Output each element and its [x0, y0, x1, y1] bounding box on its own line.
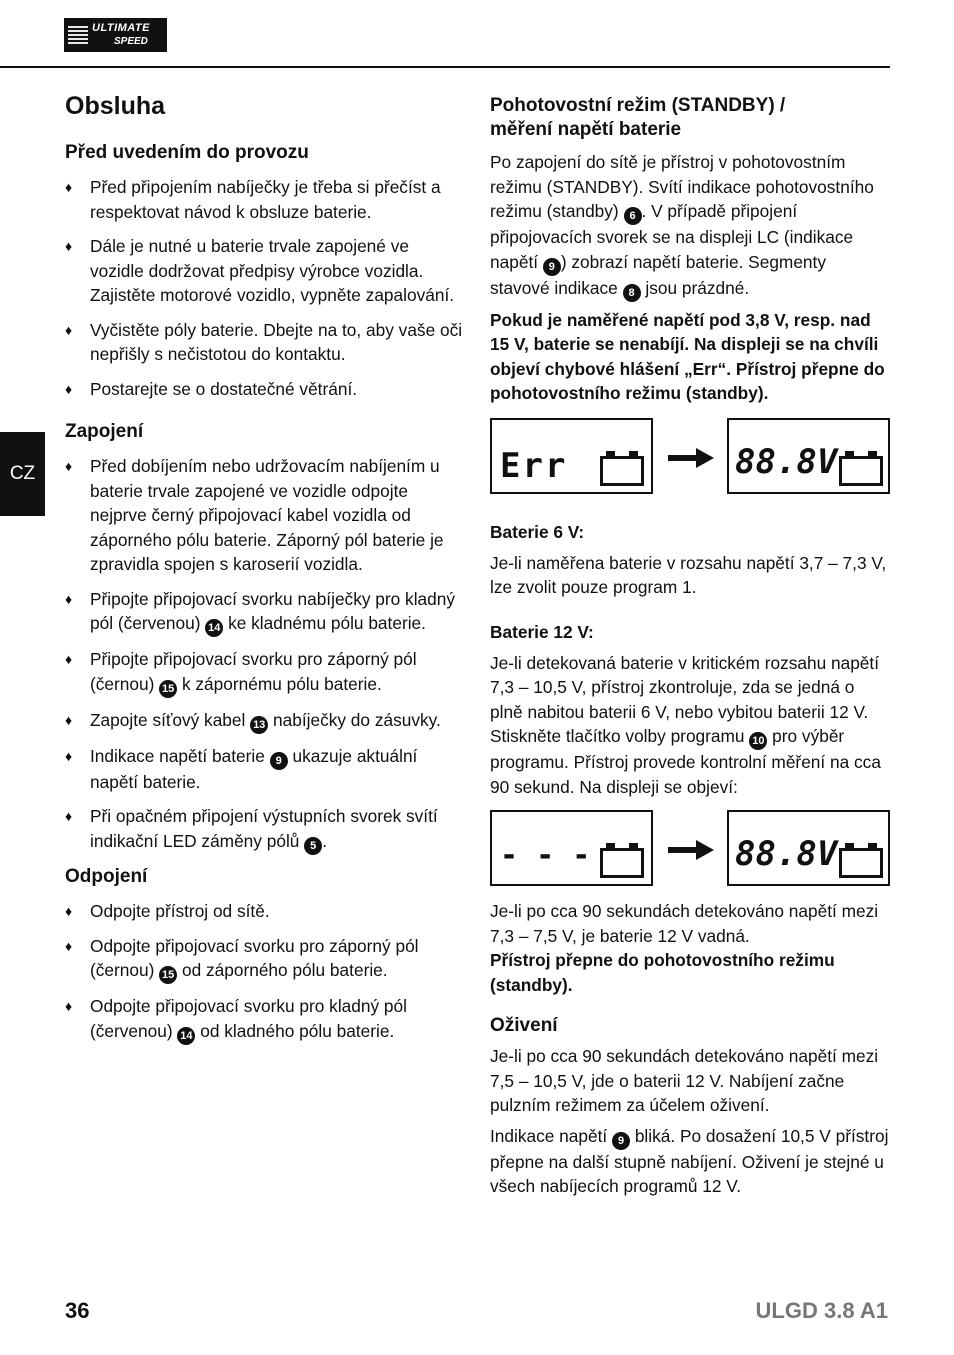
- callout-number: 15: [159, 966, 177, 984]
- disconnect-list: [65, 899, 465, 1045]
- section-after-measure: [490, 899, 890, 997]
- brand-logo: [64, 18, 167, 52]
- revive-text-2: Indikace napětí 9 bliká. Po dosažení 10,5 V přístroj přepne na další stupně nabíjení. Oživení je stejné u všech nabíjecích programů 12 V.: [490, 1125, 889, 1196]
- lcd-text: 88.8V: [735, 834, 838, 874]
- subheading: Baterie 12 V:: [490, 622, 594, 642]
- list-item: ♦ Dále je nutné u baterie trvale zapojené ve vozidle dodržovat předpisy výrobce vozidla. Zajistěte motorové vozidlo, vypněte zapalování.: [65, 234, 465, 308]
- list-item: ♦ Vyčistěte póly baterie. Dbejte na to, aby vaše oči nepřišly s nečistotou do kontaktu.: [65, 318, 465, 367]
- section-standby: [490, 94, 890, 406]
- callout-number: 15: [159, 680, 177, 698]
- battery-6v-text: Je-li naměřena baterie v rozsahu napětí 3,7 – 7,3 V, lze zvolit pouze program 1.: [490, 552, 887, 597]
- list-item: ♦ Před připojením nabíječky je třeba si přečíst a respektovat návod k obsluze baterie.: [65, 175, 465, 224]
- callout-number: 14: [205, 619, 223, 637]
- section-revive: [490, 1014, 890, 1199]
- header-rule: [0, 66, 890, 68]
- lcd-text: Err: [500, 446, 568, 486]
- battery-icon: [839, 848, 883, 878]
- connect-list: [65, 454, 465, 855]
- battery-icon: [600, 456, 644, 486]
- list-item: ♦ Před dobíjením nebo udržovacím nabíjením u baterie trvale zapojené ve vozidle odpojte nejprve černý připojovací kabel vozidla od záporného pólu baterie. Záporný pól baterie je zpravidla spojen s karoserií vozidla.: [65, 454, 465, 577]
- logo-stripes: [68, 24, 88, 46]
- section-connect: [65, 420, 465, 865]
- logo-line2: SPEED: [114, 36, 148, 47]
- lcd-display-dashes: [490, 810, 653, 886]
- list-item: ♦ Připojte připojovací svorku nabíječky pro kladný pól (červenou) 14 ke kladnému pólu baterie.: [65, 587, 465, 638]
- callout-number: 14: [177, 1027, 195, 1045]
- list-item: ♦ Odpojte připojovací svorku pro záporný pól (černou) 15 od záporného pólu baterie.: [65, 934, 465, 985]
- logo-line1: ULTIMATE: [92, 22, 150, 34]
- lcd-display-voltage: [727, 810, 890, 886]
- section-heading: Zapojení: [65, 421, 144, 442]
- language-tab: CZ: [0, 432, 45, 516]
- page-title: Obsluha: [65, 92, 166, 120]
- section-disconnect: [65, 865, 465, 1055]
- battery-icon: [600, 848, 644, 878]
- callout-number: 13: [250, 716, 268, 734]
- section-heading: Pohotovostní režim (STANDBY) / měření napětí baterie: [490, 95, 786, 140]
- callout-number: 8: [623, 284, 641, 302]
- lcd-text: - - -: [500, 838, 591, 873]
- list-item: ♦ Odpojte přístroj od sítě.: [65, 899, 465, 924]
- lcd-display-voltage: [727, 418, 890, 494]
- after-text: Je-li po cca 90 sekundách detekováno napětí mezi 7,3 – 7,5 V, je baterie 12 V vadná.: [490, 901, 879, 946]
- model-number: ULGD 3.8 A1: [755, 1298, 888, 1323]
- lcd-text: 88.8V: [735, 442, 838, 482]
- section-battery-12v: [490, 620, 890, 799]
- section-heading: Oživení: [490, 1015, 558, 1036]
- standby-warning: Pokud je naměřené napětí pod 3,8 V, resp. nad 15 V, baterie se nenabíjí. Na displeji se na chvíli objeví chybové hlášení „Err“. Přístroj přepne do pohotovostního režimu (standby).: [490, 309, 885, 403]
- after-note: Přístroj přepne do pohotovostního režimu (standby).: [490, 950, 835, 995]
- list-item: ♦ Postarejte se o dostatečné větrání.: [65, 377, 465, 402]
- callout-number: 9: [543, 258, 561, 276]
- list-item: ♦ Připojte připojovací svorku pro záporný pól (černou) 15 k zápornému pólu baterie.: [65, 647, 465, 698]
- section-heading: Odpojení: [65, 866, 148, 887]
- section-heading: Před uvedením do provozu: [65, 142, 309, 163]
- arrow-right-icon: [668, 446, 714, 470]
- callout-number: 9: [612, 1132, 630, 1150]
- battery-icon: [839, 456, 883, 486]
- list-item: ♦ Indikace napětí baterie 9 ukazuje aktuální napětí baterie.: [65, 744, 465, 795]
- page-number: 36: [65, 1298, 90, 1323]
- battery-12v-text: Je-li detekovaná baterie v kritickém rozsahu napětí 7,3 – 10,5 V, přístroj zkontroluje, zda se jedná o plně nabitou baterii 6 V, nebo vybitou baterii 12 V. Stiskněte tlačítko volby programu 10 pro výběr programu. Přístroj provede kontrolní měření na cca 90 sekund. Na displeji se objeví:: [490, 652, 881, 797]
- standby-text: Po zapojení do sítě je přístroj v pohotovostním režimu (STANDBY). Svítí indikace pohotovostního režimu (standby) 6 . V případě připojení připojovacích svorek se na displeji LC (indikace napětí 9 ) zobrazí napětí baterie. Segmenty stavové indikace 8 jsou prázdné.: [490, 150, 890, 302]
- lcd-display-err: [490, 418, 653, 494]
- callout-number: 10: [749, 732, 767, 750]
- list-item: ♦ Odpojte připojovací svorku pro kladný pól (červenou) 14 od kladného pólu baterie.: [65, 994, 465, 1045]
- section-before: [65, 141, 465, 411]
- callout-number: 5: [304, 837, 322, 855]
- section-battery-6v: [490, 520, 890, 600]
- subheading: Baterie 6 V:: [490, 522, 585, 542]
- list-item: ♦ Zapojte síťový kabel 13 nabíječky do zásuvky.: [65, 708, 465, 734]
- callout-number: 9: [270, 752, 288, 770]
- list-item: ♦ Při opačném připojení výstupních svorek svítí indikační LED záměny pólů 5 .: [65, 804, 465, 855]
- arrow-right-icon: [668, 838, 714, 862]
- callout-number: 6: [624, 207, 642, 225]
- revive-text: Je-li po cca 90 sekundách detekováno napětí mezi 7,5 – 10,5 V, jde o baterii 12 V. Nabíjení začne pulzním režimem za účelem oživení.: [490, 1046, 879, 1115]
- before-list: [65, 175, 465, 401]
